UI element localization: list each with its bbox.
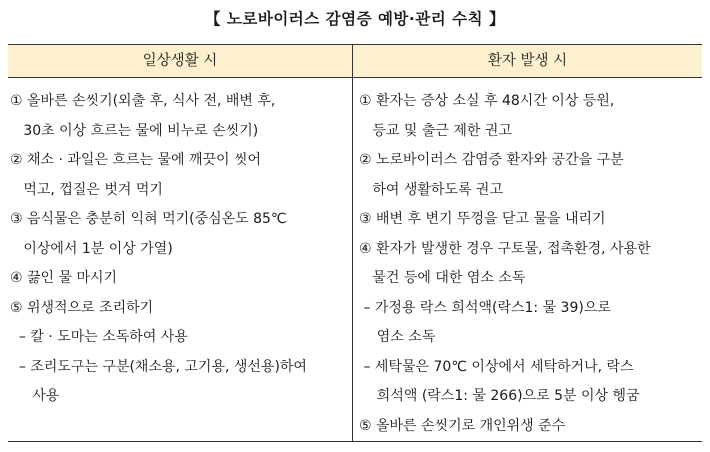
patient-case-line: ⑤ 올바른 손씻기로 개인위생 준수 — [359, 417, 566, 434]
patient-case-line: 염소 소독 — [359, 329, 436, 345]
patient-case-line: – 가정용 락스 희석액(락스1: 물 39)으로 — [359, 299, 611, 316]
daily-life-line: ④ 끓인 물 마시기 — [10, 270, 118, 286]
column-divider — [352, 45, 353, 441]
patient-case-line: ① 환자는 증상 소실 후 48시간 이상 등원, — [359, 93, 615, 109]
daily-life-line: 30초 이상 흐르는 물에 비누로 손씻기) — [10, 122, 259, 139]
patient-case-line: 하여 생활하도록 권고 — [359, 181, 503, 198]
patient-case-line: ④ 환자가 발생한 경우 구토물, 접촉환경, 사용한 — [359, 240, 651, 257]
column-header-patient-case: 환자 발생 시 — [353, 45, 702, 78]
column-header-daily-life: 일상생활 시 — [8, 45, 352, 78]
page-title: 【 노로바이러스 감염증 예방·관리 수칙 】 — [205, 10, 505, 28]
daily-life-line: ⑤ 위생적으로 조리하기 — [10, 299, 154, 316]
patient-case-line: 등교 및 출근 제한 권고 — [359, 122, 512, 139]
daily-life-line: – 조리도구는 구분(채소용, 고기용, 생선용)하여 — [10, 358, 307, 375]
patient-case-line: ③ 배변 후 변기 뚜껑을 닫고 물을 내리기 — [359, 211, 606, 227]
patient-case-line: 물건 등에 대한 염소 소독 — [359, 270, 526, 286]
daily-life-line: ② 채소 · 과일은 흐르는 물에 깨끗이 씻어 — [10, 152, 262, 168]
patient-case-line: – 세탁물은 70℃ 이상에서 세탁하거나, 락스 — [359, 358, 634, 375]
guideline-table — [8, 44, 702, 442]
daily-life-column — [10, 87, 350, 412]
daily-life-line: ① 올바른 손씻기(외출 후, 식사 전, 배변 후, — [10, 93, 276, 109]
patient-case-line: ② 노로바이러스 감염증 환자와 공간을 구분 — [359, 152, 624, 168]
daily-life-line: – 칼 · 도마는 소독하여 사용 — [10, 329, 188, 345]
daily-life-line: 이상에서 1분 이상 가열) — [10, 240, 173, 257]
patient-case-line: 희석액 (락스1: 물 266)으로 5분 이상 헹굼 — [359, 388, 640, 404]
daily-life-line: 먹고, 껍질은 벗겨 먹기 — [10, 181, 163, 198]
daily-life-line: 사용 — [10, 388, 60, 404]
patient-case-column — [359, 87, 699, 441]
daily-life-line: ③ 음식물은 충분히 익혀 먹기(중심온도 85℃ — [10, 211, 287, 227]
